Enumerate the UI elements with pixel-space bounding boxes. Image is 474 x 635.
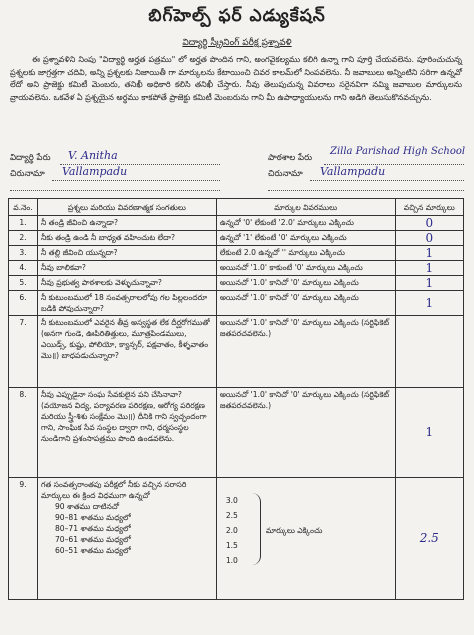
address-extra-line (10, 190, 220, 191)
row-marks-details: లేకుంటే 2.0 ఉన్నచో '' మార్కులు ఎక్కించు (216, 246, 395, 261)
table-row (9, 388, 464, 478)
row-question: నీ కుటుంబములో ఎవరైన తీవ్ర అస్వస్థత లేక దీర్ఘరోగముతో (అనగా గుండె, ఊపిరితిత్తులు, మూత్రపిండములు, ఎయిడ్స్, కుష్టు, పోలియో, క్యాన్సర్, పక్షవాతం, కీళ్ళవాతం మొ॥) బాధపడుచున్నారా? (37, 316, 216, 388)
grade-point: 2.5 (225, 511, 238, 520)
row-obtained-mark[interactable]: 1 (395, 291, 463, 316)
table-header-row (9, 199, 464, 216)
row-obtained-mark[interactable]: 1 (395, 276, 463, 291)
student-address-value: Vallampadu (62, 165, 128, 178)
row-question: నీవు ఎప్పుడైనా సంఘ సేవకులైన పని చేసినావా? (వయోజన విద్య, పర్యావరణ పరిరక్షణ, ఆరోగ్య పరిరక్షణ మరియు స్త్రీ-శిశు సంక్షేమం మొ॥) దీనికి గాని స్వచ్ఛందంగా గాని, సాంఘిక సేవ సంస్థల ద్వారా గాని, ధర్మసంస్థల నుండిగాని ప్రశంసాపత్రము పొంది ఉండవలెను. (37, 388, 216, 478)
row-number: 7. (9, 316, 38, 388)
grade-range-item: 60–51 శాతము మధ్యలో (54, 546, 131, 555)
row-question: గత సంవత్సరాంతపు పరీక్షలో నీకు వచ్చిన సరాసరి మార్కులు ఈ క్రింద విధముగా ఉన్నచో (40, 480, 187, 500)
form-subtitle: విద్యార్థి స్క్రీనింగ్ పరీక్ష ప్రశ్నావళి (182, 38, 292, 48)
student-address-field[interactable] (10, 165, 220, 183)
row-question: నీవు బాలికవా? (37, 261, 216, 276)
grade-point: 3.0 (225, 496, 238, 505)
school-name-label: పాఠశాల పేరు (268, 153, 313, 163)
row-obtained-mark[interactable] (395, 316, 463, 388)
brace-shape (252, 493, 261, 565)
student-address-line (52, 180, 220, 181)
table-row (9, 276, 464, 291)
school-address-extra-line (268, 190, 464, 191)
row-question: నీవు ప్రభుత్వ పాఠశాలకు వెళ్ళుచున్నావా? (37, 276, 216, 291)
student-name-value: V. Anitha (68, 149, 118, 162)
row-marks-details: అయినచో '1.0' కాకుంటే '0' మార్కులు ఎక్కించు (216, 261, 395, 276)
table-row (9, 246, 464, 261)
row-obtained-mark[interactable]: 1 (395, 261, 463, 276)
row-question: నీ తల్లి జీవించి యున్నదా? (37, 246, 216, 261)
school-name-value: Zilla Parishad High School (330, 146, 466, 157)
row-question: నీకు తండ్రి ఉండి నీ బాధ్యత వహించుట లేదా? (37, 231, 216, 246)
row-number: 2. (9, 231, 38, 246)
row-marks-details (216, 478, 395, 600)
handwritten-score: 2.5 (419, 531, 439, 545)
row-obtained-mark[interactable]: 0 (395, 216, 463, 231)
header-serial: వ.నెం. (9, 199, 38, 216)
table-row (9, 261, 464, 276)
row-number: 4. (9, 261, 38, 276)
grade-range-item: 90 శాతము దాటినచో (54, 502, 120, 511)
row-obtained-mark[interactable]: 0 (395, 231, 463, 246)
grade-points (226, 493, 238, 568)
table-row (9, 478, 464, 600)
school-address-label: చిరునామా (268, 169, 303, 179)
instructions-paragraph: ఈ ప్రశ్నావళిని నింపు "విద్యార్థి అర్హత పత్రము" లో అర్హత పొందిన గాని, అంగవైకల్యము కలిగి ఉన్నా గాని పూర్తి చేయవలెను. పూరించుచున్న ప్రశ్నలకు జాగ్రత్తగా చదివి, అన్ని ప్రశ్నలకు నిజాయితీ గా మార్కులను కేటాయించి చివర కాలమ్‌లో నింపవలెను. నీ జవాబులు అన్నింటిని సరిగా ఉన్నవో లేదో అని ప్రాజెక్టు కమిటీ మెంబరు, తనిఖీ అధికారి కలిసి తనిఖీ చేస్తారు. నీవు తెలుపుచున్న వివరాలు సరైనవిగా నమ్మి జవాబుల మార్కులను వ్రాయవలెను. ఒకవేళ ఏ ప్రశ్నయైన అర్థము కాకపోతే ప్రాజెక్టు కమిటీ మెంబరును గాని మీ ఉపాధ్యాయులను గాని అడిగి తెలుసుకొనవచ్చును. (10, 55, 462, 102)
row-question-grades (37, 478, 216, 600)
school-address-value: Vallampadu (320, 165, 386, 178)
table-row (9, 291, 464, 316)
grade-point: 2.0 (225, 526, 238, 535)
grade-range-item: 80–71 శాతము మధ్యలో (54, 524, 131, 533)
header-question: ప్రశ్నలు మరియు వివరణాత్మక సంగతులు (37, 199, 216, 216)
row-question: నీ తండ్రి జీవించి ఉన్నాడా? (37, 216, 216, 231)
school-address-line (310, 180, 464, 181)
grade-point: 1.5 (225, 541, 238, 550)
table-row (9, 316, 464, 388)
table-row (9, 231, 464, 246)
row-question: నీ కుటుంబములో 18 సంవత్సరాలలోపు గల పిల్లలందరూ బడికి పోవుచున్నారా? (37, 291, 216, 316)
grade-point: 1.0 (225, 556, 238, 565)
row-marks-details: అయినచో '1.0' కానిచో '0' మార్కులు ఎక్కించు (216, 276, 395, 291)
header-marks-details: మార్కుల వివరములు (216, 199, 395, 216)
row-marks-details: అయినచో '1.0' కానిచో '0' మార్కులు ఎక్కించు (216, 291, 395, 316)
row-marks-details: ఉన్నచో '0' లేకుంటే '2.0' మార్కులు ఎక్కించు (216, 216, 395, 231)
row-number: 5. (9, 276, 38, 291)
table-row (9, 216, 464, 231)
row-number: 1. (9, 216, 38, 231)
school-address-field[interactable] (268, 165, 464, 183)
row-obtained-mark[interactable] (395, 478, 463, 600)
grade-range-item: 70–61 శాతము మధ్యలో (54, 535, 131, 544)
student-name-label: విద్యార్థి పేరు (10, 153, 51, 163)
marks-instruction: మార్కులు ఎక్కించు (265, 526, 323, 535)
row-obtained-mark[interactable]: 1 (395, 246, 463, 261)
row-marks-details: అయినచో '1.0' కానిచో '0' మార్కులు ఎక్కించు (సర్టిఫికెట్ జతపరచవలెను.) (216, 316, 395, 388)
student-address-label: చిరునామా (10, 169, 45, 179)
row-number: 8. (9, 388, 38, 478)
row-number: 3. (9, 246, 38, 261)
grade-range-item: 90–81 శాతము మధ్యలో (54, 513, 131, 522)
row-number: 6. (9, 291, 38, 316)
row-obtained-mark[interactable]: 1 (395, 388, 463, 478)
row-marks-details: అయినచో '1.0' కానిచో '0' మార్కులు ఎక్కించు (సర్టిఫికెట్ జతపరచవలెను.) (216, 388, 395, 478)
header-obtained-marks: వచ్చిన మార్కులు (395, 199, 463, 216)
row-number: 9. (9, 478, 38, 600)
form-title: బిగ్‌హెల్ప్ ఫర్ ఎడ్యుకేషన్ (148, 6, 326, 26)
row-marks-details: ఉన్నచో '1' లేకుంటే '0' మార్కులు ఎక్కించు (216, 231, 395, 246)
screening-table (8, 198, 464, 600)
